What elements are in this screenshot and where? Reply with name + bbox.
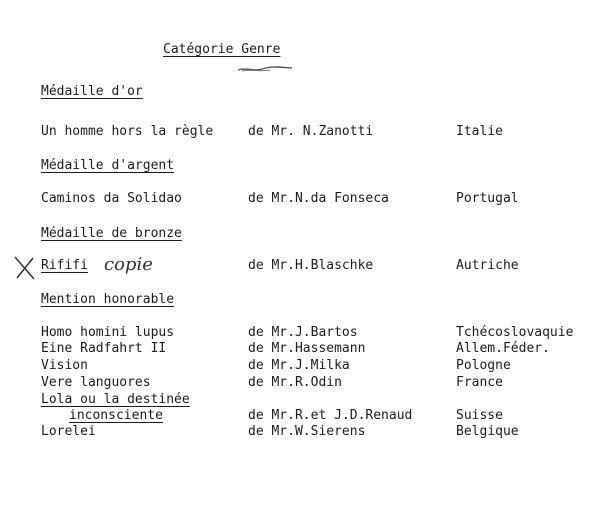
- entry-country: France: [456, 375, 503, 390]
- section-heading-mention: Mention honorable: [41, 292, 175, 307]
- entry-director: de Mr. N.Zanotti: [248, 124, 374, 139]
- entry-country: Autriche: [456, 258, 519, 273]
- entry-film: inconsciente: [69, 408, 163, 423]
- entry-film: Vision: [41, 358, 88, 373]
- entry-director: de Mr.J.Bartos: [248, 325, 358, 340]
- entry-country: Suisse: [456, 408, 503, 423]
- entry-country: Belgique: [456, 424, 519, 439]
- entry-film: Caminos da Solidao: [41, 191, 182, 206]
- entry-director: de Mr.R.et J.D.Renaud: [248, 408, 413, 423]
- entry-country: Italie: [456, 124, 503, 139]
- handwritten-note: copie: [104, 254, 153, 275]
- entry-country: Portugal: [456, 191, 519, 206]
- section-heading-bronze: Médaille de bronze: [41, 226, 182, 241]
- entry-film: Eine Radfahrt II: [41, 341, 167, 356]
- handwritten-x-mark: [12, 254, 38, 282]
- entry-country: Tchécoslovaquie: [456, 325, 574, 340]
- pen-scribble: [236, 64, 294, 74]
- section-heading-argent: Médaille d'argent: [41, 158, 175, 173]
- entry-director: de Mr.Hassemann: [248, 341, 366, 356]
- entry-film: Vere languores: [41, 375, 151, 390]
- entry-director: de Mr.W.Sierens: [248, 424, 366, 439]
- entry-film: Lorelei: [41, 424, 96, 439]
- entry-film: Lola ou la destinée: [41, 392, 190, 407]
- entry-director: de Mr.R.Odin: [248, 375, 342, 390]
- entry-film: Rififi: [41, 258, 88, 273]
- page-title: Catégorie Genre: [163, 42, 281, 57]
- entry-film: Homo homini lupus: [41, 325, 175, 340]
- entry-country: Pologne: [456, 358, 511, 373]
- entry-film: Un homme hors la règle: [41, 124, 214, 139]
- entry-director: de Mr.N.da Fonseca: [248, 191, 389, 206]
- entry-director: de Mr.J.Milka: [248, 358, 350, 373]
- entry-country: Allem.Féder.: [456, 341, 550, 356]
- section-heading-or: Médaille d'or: [41, 84, 143, 99]
- entry-director: de Mr.H.Blaschke: [248, 258, 374, 273]
